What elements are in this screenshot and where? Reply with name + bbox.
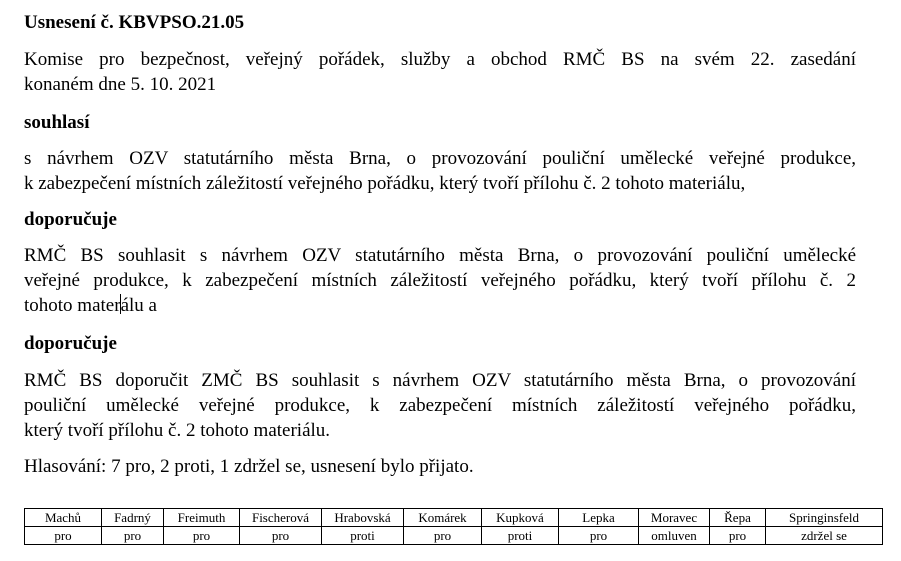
- heading-souhlasi: souhlasí: [24, 112, 90, 133]
- paragraph-1-line-1: s návrhem OZV statutárního města Brna, o provozování pouliční umělecké veřejné produkce,: [24, 148, 856, 169]
- paragraph-3-line-2: pouliční umělecké veřejné produkce, k zabezpečení místních záležitostí veřejného pořádku,: [24, 395, 856, 416]
- member-name: Freimuth: [164, 509, 240, 527]
- member-vote: pro: [240, 527, 322, 545]
- member-name: Machů: [25, 509, 102, 527]
- resolution-title: Usnesení č. KBVPSO.21.05: [24, 12, 245, 33]
- votes-table: [24, 508, 883, 545]
- paragraph-2-line-1: RMČ BS souhlasit s návrhem OZV statutárního města Brna, o provozování pouliční umělecké: [24, 245, 856, 266]
- member-name: Moravec: [639, 509, 710, 527]
- heading-doporucuje-2: doporučuje: [24, 333, 117, 354]
- member-vote: proti: [482, 527, 559, 545]
- voting-result: Hlasování: 7 pro, 2 proti, 1 zdržel se, usnesení bylo přijato.: [24, 456, 474, 477]
- paragraph-3-line-1: RMČ BS doporučit ZMČ BS souhlasit s návrhem OZV statutárního města Brna, o provozování: [24, 370, 856, 391]
- member-name: Springinsfeld: [766, 509, 883, 527]
- paragraph-2-line-3-end: álu a: [120, 295, 157, 316]
- member-vote: pro: [102, 527, 164, 545]
- intro-line-1: Komise pro bezpečnost, veřejný pořádek, služby a obchod RMČ BS na svém 22. zasedání: [24, 49, 856, 70]
- member-name: Řepa: [710, 509, 766, 527]
- member-vote: proti: [322, 527, 404, 545]
- paragraph-2-line-3-start: tohoto mater: [24, 295, 121, 316]
- member-vote: pro: [559, 527, 639, 545]
- member-vote: omluven: [639, 527, 710, 545]
- member-vote: pro: [404, 527, 482, 545]
- heading-doporucuje-1: doporučuje: [24, 209, 117, 230]
- paragraph-2-line-2: veřejné produkce, k zabezpečení místních záležitostí veřejného pořádku, který tvoří přílohu č. 2: [24, 270, 856, 291]
- paragraph-1-line-2: k zabezpečení místních záležitostí veřejného pořádku, který tvoří přílohu č. 2 tohoto materiálu,: [24, 173, 746, 194]
- paragraph-2-line-3[interactable]: [24, 293, 856, 318]
- votes-table-vote-row: [25, 527, 883, 545]
- member-name: Komárek: [404, 509, 482, 527]
- member-name: Fischerová: [240, 509, 322, 527]
- paragraph-3-line-3: který tvoří přílohu č. 2 tohoto materiálu.: [24, 420, 331, 441]
- votes-table-header-row: [25, 509, 883, 527]
- member-name: Kupková: [482, 509, 559, 527]
- member-name: Fadrný: [102, 509, 164, 527]
- member-vote: pro: [25, 527, 102, 545]
- intro-line-2: konaném dne 5. 10. 2021: [24, 74, 217, 95]
- member-vote: zdržel se: [766, 527, 883, 545]
- member-name: Lepka: [559, 509, 639, 527]
- member-vote: pro: [164, 527, 240, 545]
- member-name: Hrabovská: [322, 509, 404, 527]
- member-vote: pro: [710, 527, 766, 545]
